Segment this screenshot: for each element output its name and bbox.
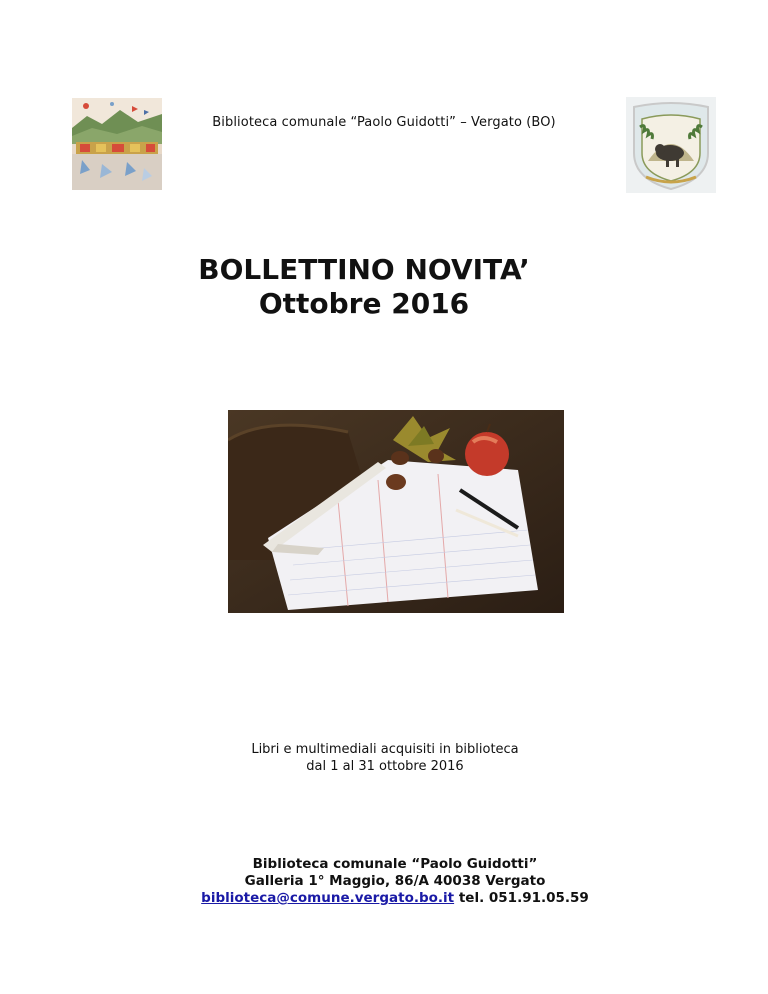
footer-address: Galleria 1° Maggio, 86/A 40038 Vergato (244, 873, 546, 889)
footer-library-name: Biblioteca comunale “Paolo Guidotti” (252, 856, 538, 872)
caption-line2: dal 1 al 31 ottobre 2016 (306, 759, 464, 774)
contents-caption (0, 741, 768, 775)
library-logo-illustration (72, 98, 162, 190)
footer-contact-line (0, 890, 768, 907)
bulletin-title (0, 253, 728, 321)
bulletin-title-line2: Ottobre 2016 (258, 287, 470, 320)
footer-phone: tel. 051.91.05.59 (458, 890, 589, 906)
caption-line1: Libri e multimediali acquisiti in biblioteca (251, 742, 519, 757)
email-link[interactable]: biblioteca@comune.vergato.bo.it (201, 890, 455, 906)
cover-photo (228, 410, 564, 613)
municipal-crest (626, 97, 716, 193)
footer-contact (0, 856, 768, 907)
bulletin-title-line1: BOLLETTINO NOVITA’ (198, 253, 530, 286)
library-header-text: Biblioteca comunale “Paolo Guidotti” – Vergato (BO) (212, 115, 556, 130)
